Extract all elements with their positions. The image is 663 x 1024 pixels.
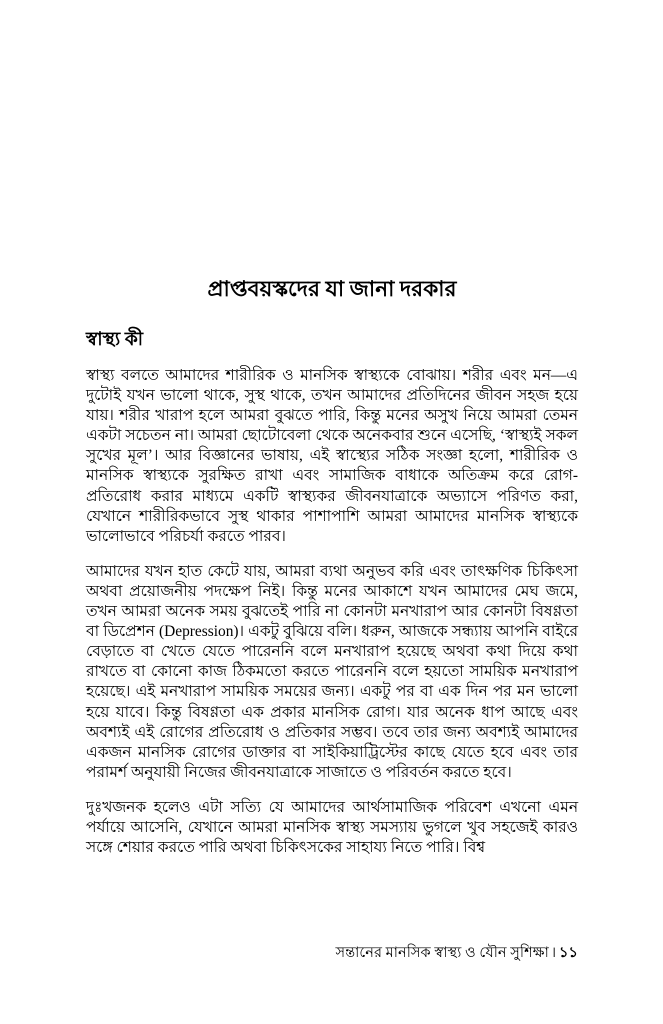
depression-latin-term: (Depression) (159, 623, 239, 641)
body-paragraph-3: দুঃখজনক হলেও এটা সত্যি যে আমাদের আর্থসামাজিক পরিবেশ এখনো এমন পর্যায়ে আসেনি, যেখানে আমরা মানসিক স্বাস্থ্য সমস্যায় ভুগলে খুব সহজেই কারও সঙ্গে শেয়ার করতে পারি অথবা চিকিৎসকের সাহায্য নিতে পারি। বিশ্ব (86, 798, 578, 857)
page-footer (86, 944, 578, 963)
page-title: প্রাপ্তবয়স্কদের যা জানা দরকার (207, 277, 457, 301)
paragraph-2-text-before-term: আমাদের যখন হাত কেটে যায়, আমরা ব্যথা অনুভব করি এবং তাৎক্ষণিক চিকিৎসা অথবা প্রয়োজনীয় পদক্ষেপ নিই। কিন্তু মনের আকাশে যখন আমাদের মেঘ জমে, তখন আমরা অনেক সময় বুঝতেই পারি না কোনটা মনখারাপ আর কোনটা বিষণ্ণতা বা ডিপ্রেশন (86, 562, 578, 641)
page-number: ১১ (559, 945, 578, 961)
footer-separator: । (550, 945, 557, 961)
body-paragraph-2 (86, 547, 578, 783)
section-heading: স্বাস্থ্য কী (86, 329, 144, 350)
page-content-column (86, 0, 578, 858)
body-paragraph-1: স্বাস্থ্য বলতে আমাদের শারীরিক ও মানসিক স্বাস্থ্যকে বোঝায়। শরীর এবং মন—এ দুটোই যখন ভালো থাকে, সুস্থ থাকে, তখন আমাদের প্রতিদিনের জীবন সহজ হয়ে যায়। শরীর খারাপ হলে আমরা বুঝতে পারি, কিন্তু মনের অসুখ নিয়ে আমরা তেমন একটা সচেতন না। আমরা ছোটোবেলা থেকে অনেকবার শুনে এসেছি, ‘স্বাস্থ্যই সকল সুখের মূল’। আর বিজ্ঞানের ভাষায়, এই স্বাস্থ্যের সঠিক সংজ্ঞা হলো, শারীরিক ও মানসিক স্বাস্থ্যকে সুরক্ষিত রাখা এবং সামাজিক বাধাকে অতিক্রম করে রোগ-প্রতিরোধ করার মাধ্যমে একটি স্বাস্থ্যকর জীবনযাত্রাকে অভ্যাসে পরিণত করা, যেখানে শারীরিকভাবে সুস্থ থাকার পাশাপাশি আমরা আমাদের মানসিক স্বাস্থ্যকে ভালোভাবে পরিচর্যা করতে পারব। (86, 367, 578, 545)
footer-book-title: সন্তানের মানসিক স্বাস্থ্য ও যৌন সুশিক্ষা (335, 945, 549, 961)
paragraph-2-text-after-term: । একটু বুঝিয়ে বলি। ধরুন, আজকে সন্ধ্যায় আপনি বাইরে বেড়াতে বা খেতে যেতে পারেননি বলে মনখারাপ হয়েছে অথবা কথা দিয়ে কথা রাখতে বা কোনো কাজ ঠিকমতো করতে পারেননি বলে হয়তো সাময়িক মনখারাপ হয়েছে। এই মনখারাপ সাময়িক সময়ের জন্য। একটু পর বা এক দিন পর মন ভালো হয়ে যাবে। কিন্তু বিষণ্ণতা এক প্রকার মানসিক রোগ। যার অনেক ধাপ আছে এবং অবশ্যই এই রোগের প্রতিরোধ ও প্রতিকার সম্ভব। তবে তার জন্য অবশ্যই আমাদের একজন মানসিক রোগের ডাক্তার বা সাইকিয়াট্রিস্টের কাছে যেতে হবে এবং তার পরামর্শ অনুযায়ী নিজের জীবনযাত্রাকে সাজাতে ও পরিবর্তন করতে হবে। (86, 623, 578, 781)
